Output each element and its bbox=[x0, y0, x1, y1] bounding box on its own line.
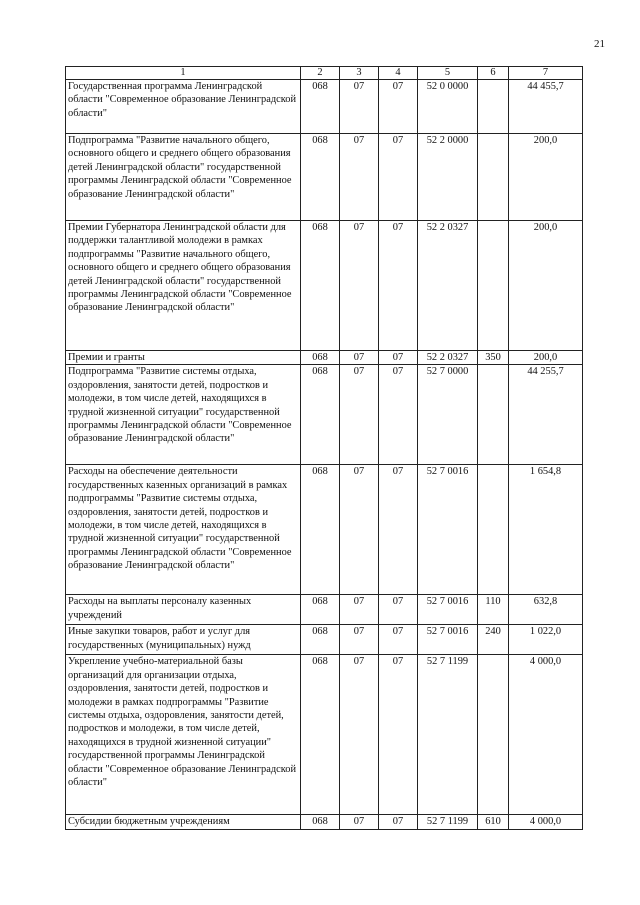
row-amount: 4 000,0 bbox=[509, 655, 583, 815]
row-kind bbox=[478, 221, 509, 351]
row-code: 068 bbox=[301, 465, 340, 595]
column-header: 3 bbox=[340, 67, 379, 80]
row-target: 52 7 1199 bbox=[418, 815, 478, 829]
row-amount: 1 022,0 bbox=[509, 625, 583, 655]
row-name: Подпрограмма "Развитие начального общего, основного общего и среднего общего образования детей Ленинградской области" государственной программы Ленинградской области "Современное образование Ленинградской области" bbox=[66, 134, 301, 221]
budget-table bbox=[65, 66, 583, 830]
table-row bbox=[66, 134, 583, 221]
row-name: Иные закупки товаров, работ и услуг для государственных (муниципальных) нужд bbox=[66, 625, 301, 655]
row-name: Расходы на выплаты персоналу казенных учреждений bbox=[66, 595, 301, 625]
row-subsection: 07 bbox=[379, 625, 418, 655]
row-section: 07 bbox=[340, 625, 379, 655]
row-subsection: 07 bbox=[379, 351, 418, 365]
table-row bbox=[66, 365, 583, 465]
row-name: Государственная программа Ленинградской области "Современное образование Ленинградской области" bbox=[66, 80, 301, 134]
row-code: 068 bbox=[301, 815, 340, 829]
row-code: 068 bbox=[301, 351, 340, 365]
table-row bbox=[66, 815, 583, 829]
row-amount: 44 455,7 bbox=[509, 80, 583, 134]
row-section: 07 bbox=[340, 815, 379, 829]
row-amount: 632,8 bbox=[509, 595, 583, 625]
row-amount: 200,0 bbox=[509, 221, 583, 351]
table-row bbox=[66, 595, 583, 625]
table-row bbox=[66, 80, 583, 134]
row-code: 068 bbox=[301, 595, 340, 625]
row-name: Подпрограмма "Развитие системы отдыха, оздоровления, занятости детей, подростков и молодежи, в том числе детей, находящихся в трудной жизненной ситуации" государственной программы Ленинградской области "Современное образование Ленинградской области" bbox=[66, 365, 301, 465]
row-name: Укрепление учебно-материальной базы организаций для организации отдыха, оздоровления, занятости детей, подростков и молодежи в рамках подпрограммы "Развитие системы отдыха, оздоровления, занятости детей, подростков и молодежи, в том числе детей, находящихся в трудной жизненной ситуации" государственной программы Ленинградской области "Современное образование Ленинградской области" bbox=[66, 655, 301, 815]
row-section: 07 bbox=[340, 365, 379, 465]
column-header: 7 bbox=[509, 67, 583, 80]
row-kind bbox=[478, 365, 509, 465]
row-subsection: 07 bbox=[379, 655, 418, 815]
table-row bbox=[66, 655, 583, 815]
row-amount: 200,0 bbox=[509, 134, 583, 221]
row-subsection: 07 bbox=[379, 221, 418, 351]
header-row bbox=[66, 67, 583, 80]
row-code: 068 bbox=[301, 625, 340, 655]
row-subsection: 07 bbox=[379, 595, 418, 625]
column-header: 6 bbox=[478, 67, 509, 80]
row-amount: 200,0 bbox=[509, 351, 583, 365]
row-kind bbox=[478, 465, 509, 595]
row-section: 07 bbox=[340, 655, 379, 815]
row-code: 068 bbox=[301, 134, 340, 221]
table-row bbox=[66, 351, 583, 365]
row-target: 52 2 0327 bbox=[418, 351, 478, 365]
row-kind: 610 bbox=[478, 815, 509, 829]
row-name: Расходы на обеспечение деятельности государственных казенных организаций в рамках подпрограммы "Развитие системы отдыха, оздоровления, занятости детей, подростков и молодежи, в том числе детей, находящихся в трудной жизненной ситуации" государственной программы Ленинградской области "Современное образование Ленинградской области" bbox=[66, 465, 301, 595]
column-header: 5 bbox=[418, 67, 478, 80]
row-kind: 240 bbox=[478, 625, 509, 655]
row-target: 52 7 0016 bbox=[418, 465, 478, 595]
row-amount: 4 000,0 bbox=[509, 815, 583, 829]
row-target: 52 7 0016 bbox=[418, 625, 478, 655]
row-target: 52 7 0000 bbox=[418, 365, 478, 465]
row-kind: 350 bbox=[478, 351, 509, 365]
row-section: 07 bbox=[340, 80, 379, 134]
row-kind: 110 bbox=[478, 595, 509, 625]
row-code: 068 bbox=[301, 221, 340, 351]
row-code: 068 bbox=[301, 80, 340, 134]
row-code: 068 bbox=[301, 655, 340, 815]
table-row bbox=[66, 625, 583, 655]
row-section: 07 bbox=[340, 221, 379, 351]
column-header: 2 bbox=[301, 67, 340, 80]
row-target: 52 2 0000 bbox=[418, 134, 478, 221]
row-code: 068 bbox=[301, 365, 340, 465]
row-subsection: 07 bbox=[379, 815, 418, 829]
page-number: 21 bbox=[594, 38, 605, 50]
row-target: 52 7 0016 bbox=[418, 595, 478, 625]
row-amount: 1 654,8 bbox=[509, 465, 583, 595]
row-subsection: 07 bbox=[379, 365, 418, 465]
row-section: 07 bbox=[340, 465, 379, 595]
row-target: 52 7 1199 bbox=[418, 655, 478, 815]
row-target: 52 0 0000 bbox=[418, 80, 478, 134]
row-subsection: 07 bbox=[379, 465, 418, 595]
row-target: 52 2 0327 bbox=[418, 221, 478, 351]
row-kind bbox=[478, 655, 509, 815]
row-name: Субсидии бюджетным учреждениям bbox=[66, 815, 301, 829]
row-subsection: 07 bbox=[379, 134, 418, 221]
table-row bbox=[66, 221, 583, 351]
row-name: Премии Губернатора Ленинградской области для поддержки талантливой молодежи в рамках подпрограммы "Развитие начального общего, основного общего и среднего общего образования детей Ленинградской области" государственной программы Ленинградской области "Современное образование Ленинградской области" bbox=[66, 221, 301, 351]
row-kind bbox=[478, 134, 509, 221]
row-kind bbox=[478, 80, 509, 134]
row-section: 07 bbox=[340, 134, 379, 221]
row-amount: 44 255,7 bbox=[509, 365, 583, 465]
table-row bbox=[66, 465, 583, 595]
column-header: 4 bbox=[379, 67, 418, 80]
row-subsection: 07 bbox=[379, 80, 418, 134]
row-section: 07 bbox=[340, 595, 379, 625]
row-section: 07 bbox=[340, 351, 379, 365]
row-name: Премии и гранты bbox=[66, 351, 301, 365]
column-header: 1 bbox=[66, 67, 301, 80]
